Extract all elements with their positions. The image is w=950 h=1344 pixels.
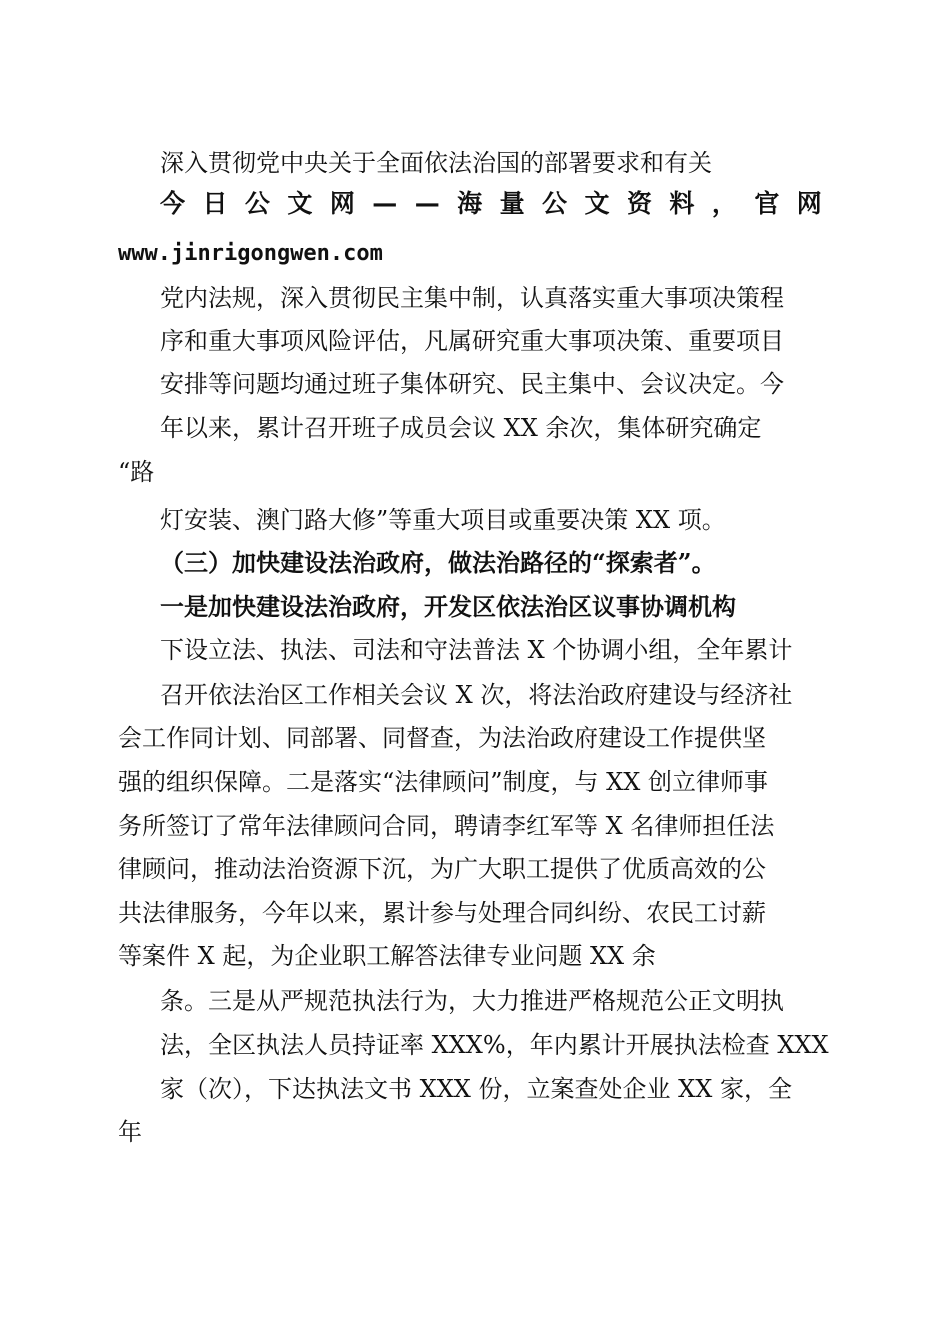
section-heading: （三）加快建设法治政府，做法治路径的“探索者”。: [160, 548, 716, 577]
body-line: 安排等问题均通过班子集体研究、民主集中、会议决定。今: [160, 370, 784, 398]
banner-char: 日: [202, 189, 228, 218]
banner-char: 量: [499, 189, 525, 218]
body-line: 务所签订了常年法律顾问合同，聘请李红军等 X 名律师担任法: [118, 812, 775, 840]
banner-char: 文: [584, 189, 610, 218]
body-line: 召开依法治区工作相关会议 X 次，将法治政府建设与经济社: [160, 681, 793, 709]
body-line: 律顾问，推动法治资源下沉，为广大职工提供了优质高效的公: [118, 855, 766, 883]
body-line: “路: [118, 458, 155, 486]
body-line: 共法律服务，今年以来，累计参与处理合同纠纷、农民工讨薪: [118, 899, 766, 927]
body-line: 序和重大事项风险评估，凡属研究重大事项决策、重要项目: [160, 327, 784, 355]
banner-char: —: [372, 189, 398, 218]
body-line: 家（次），下达执法文书 XXX 份，立案查处企业 XX 家，全: [160, 1075, 792, 1103]
banner-char: 资: [626, 189, 652, 218]
body-line: 条。三是从严规范执法行为，大力推进严格规范公正文明执: [160, 987, 784, 1015]
body-line: 年: [118, 1118, 142, 1146]
body-line: 灯安装、澳门路大修”等重大项目或重要决策 XX 项。: [160, 506, 726, 534]
body-line: 下设立法、执法、司法和守法普法 X 个协调小组，全年累计: [160, 636, 793, 664]
body-line: 党内法规，深入贯彻民主集中制，认真落实重大事项决策程: [160, 284, 784, 312]
body-line: 年以来，累计召开班子成员会议 XX 余次，集体研究确定: [160, 414, 762, 442]
body-line: 法，全区执法人员持证率 XXX%，年内累计开展执法检查 XXX: [160, 1031, 829, 1059]
banner-char: ，: [711, 189, 737, 218]
banner-char: 料: [669, 189, 695, 218]
banner-char: 今: [160, 189, 186, 218]
banner-char: 官: [754, 189, 780, 218]
banner-char: 公: [244, 189, 270, 218]
section-lead: 一是加快建设法治政府，开发区依法治区议事协调机构: [160, 592, 736, 621]
banner-char: 文: [287, 189, 313, 218]
banner-char: 海: [457, 189, 483, 218]
intro-line: 深入贯彻党中央关于全面依法治国的部署要求和有关: [160, 149, 712, 177]
banner-char: 公: [542, 189, 568, 218]
site-banner: [160, 188, 822, 220]
banner-char: 网: [796, 189, 822, 218]
banner-char: 网: [329, 189, 355, 218]
site-url[interactable]: www.jinrigongwen.com: [118, 241, 383, 266]
body-line: 等案件 X 起，为企业职工解答法律专业问题 XX 余: [118, 942, 656, 970]
body-line: 会工作同计划、同部署、同督查，为法治政府建设工作提供坚: [118, 724, 766, 752]
body-line: 强的组织保障。二是落实“法律顾问”制度，与 XX 创立律师事: [118, 768, 768, 796]
banner-char: —: [414, 189, 440, 218]
